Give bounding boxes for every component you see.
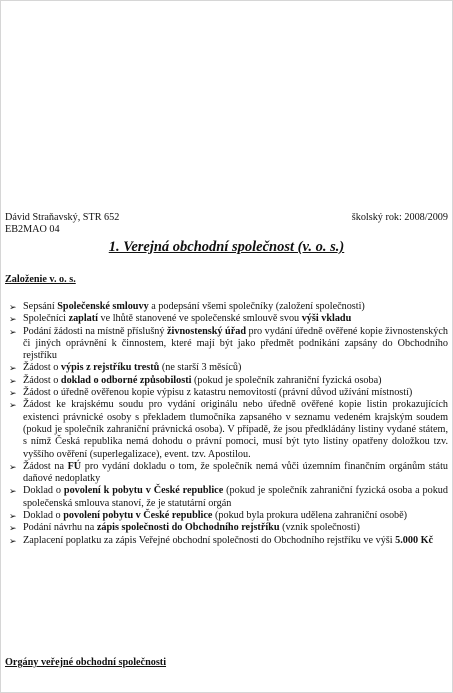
arrow-bullet-icon: ➢ — [9, 314, 17, 325]
list-item: ➢ Žádost o doklad o odborné způsobilosti (pokud je společník zahraniční fyzická osoba) — [9, 374, 382, 386]
arrow-bullet-icon: ➢ — [9, 326, 17, 337]
arrow-bullet-icon: ➢ — [9, 486, 17, 497]
list-item: ➢ Žádost na FÚ pro vydání dokladu o tom, že společník nemá vůči územním finančním orgánům státu daňové nedoplatky — [9, 460, 448, 485]
list-item: ➢ Podání návrhu na zápis společnosti do Obchodního rejstříku (vznik společnosti) — [9, 522, 360, 534]
arrow-bullet-icon: ➢ — [9, 388, 17, 399]
list-item: ➢ Zaplacení poplatku za zápis Veřejné obchodní společnosti do Obchodního rejstříku ve výši 5.000 Kč — [9, 534, 434, 546]
list-item: ➢ Žádost o výpis z rejstříku trestů (ne starší 3 měsíců) — [9, 362, 242, 374]
author-line: Dávid Straňavský, STR 652 — [5, 212, 120, 223]
arrow-bullet-icon: ➢ — [9, 535, 17, 546]
section-heading-organy: Orgány veřejné obchodní společnosti — [5, 657, 167, 668]
arrow-bullet-icon: ➢ — [9, 400, 17, 411]
arrow-bullet-icon: ➢ — [9, 363, 17, 374]
list-item: ➢ Doklad o povolení k pobytu v České republice (pokud je společník zahraniční fyzická osoba a pokud společenská smlouva stanoví, že je statutární orgán — [9, 485, 448, 509]
list-item: ➢ Doklad o povolení pobytu v České republice (pokud byla prokura udělena zahraniční osobě) — [9, 510, 408, 522]
list-item: ➢ Podání žádosti na místně příslušný živnostenský úřad pro vydání úředně ověřené kopie živnostenských či jiných oprávnění k činnostem, které mají být jako předmět podnikání zapsány do Obchodního rejstříku — [9, 325, 448, 362]
class-code: EB2MAO 04 — [5, 224, 60, 236]
arrow-bullet-icon: ➢ — [9, 523, 17, 534]
arrow-bullet-icon: ➢ — [9, 461, 17, 472]
arrow-bullet-icon: ➢ — [9, 302, 17, 312]
steps-list — [8, 301, 448, 547]
school-year: školský rok: 2008/2009 — [351, 212, 448, 223]
section-heading-zalozenie: Založenie v. o. s. — [5, 274, 76, 285]
page-title: 1. Verejná obchodní společnost (v. o. s.) — [108, 239, 345, 255]
document-header — [5, 212, 448, 237]
list-item: ➢ Žádost o úředně ověřenou kopie výpisu z katastru nemovitostí (právní důvod užívání místností) — [9, 387, 413, 399]
list-item: ➢ Sepsání Společenské smlouvy a podepsání všemi společníky (založení společnosti) — [9, 301, 365, 312]
arrow-bullet-icon: ➢ — [9, 511, 17, 522]
list-item: ➢ Žádost ke krajskému soudu pro vydání originálu nebo úředně ověřené kopie listin prokazujících existenci právnické osoby s překladem tlumočníka zapsaného v seznamu vedeném krajským soudem (pokud je společník zahraniční právnická osoba). V případě, že jsou předkládány listiny vydané státem, s nímž Česká republika nemá dohodu o právní pomoci, musí být tyto listiny opatřeny doložkou tzv. vyššího ověření (superlegalizace), event. tzv. Apostilou. — [9, 399, 448, 460]
list-item: ➢ Společníci zaplatí ve lhůtě stanovené ve společenské smlouvě svou výši vkladu — [9, 313, 352, 325]
arrow-bullet-icon: ➢ — [9, 375, 17, 386]
